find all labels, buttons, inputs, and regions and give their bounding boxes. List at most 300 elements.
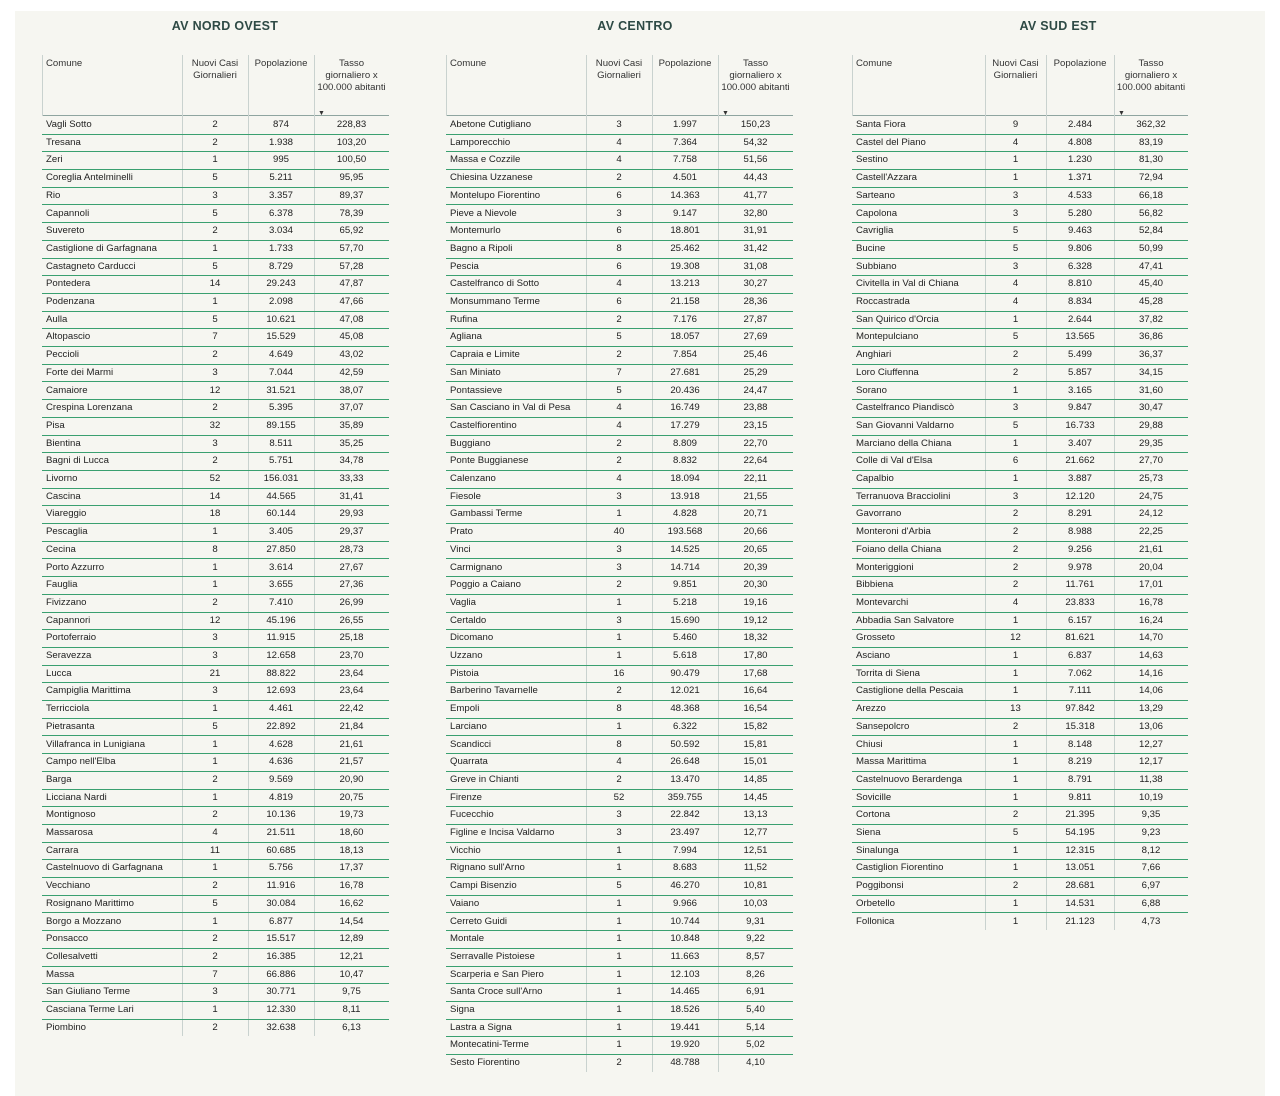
cell-popolazione: 7.044 [268,366,293,378]
table-row[interactable] [42,399,389,418]
table-row[interactable] [42,364,389,383]
cell-nuovi-casi: 6 [616,189,622,201]
cell-tasso: 14,45 [743,791,768,803]
table-row[interactable] [42,205,389,224]
cell-popolazione: 13.213 [670,278,700,290]
cell-popolazione: 156.031 [263,473,299,484]
table-row[interactable] [446,523,793,542]
cell-popolazione: 22.842 [670,809,700,821]
sort-desc-icon[interactable]: ▼ [318,110,325,117]
table-row[interactable] [42,222,389,241]
cell-nuovi-casi: 1 [212,296,218,307]
table-row[interactable] [446,1054,793,1072]
table-row[interactable] [446,576,793,595]
table-row[interactable] [852,789,1188,808]
cell-popolazione: 90.479 [670,667,700,679]
table-row[interactable] [446,240,793,259]
table-row[interactable] [852,594,1188,613]
cell-popolazione: 8.219 [1067,756,1092,768]
table-row[interactable] [42,382,389,401]
table-row[interactable] [42,311,389,330]
table-row[interactable] [852,842,1188,861]
table-row[interactable] [446,328,793,347]
cell-popolazione: 21.123 [1065,915,1095,927]
cell-tasso: 26,99 [339,596,364,608]
table-row[interactable] [852,877,1188,896]
cell-popolazione: 5.395 [268,402,293,414]
cell-popolazione: 44.565 [266,490,296,502]
cell-tasso: 362,32 [1136,119,1166,130]
cell-tasso: 20,75 [339,791,364,803]
table-row[interactable] [42,665,389,684]
cell-tasso: 95,95 [339,172,364,184]
cell-tasso: 12,21 [339,950,364,962]
table-row[interactable] [42,824,389,843]
cell-tasso: 14,70 [1138,632,1163,644]
table-row[interactable] [446,151,793,170]
cell-nuovi-casi: 1 [1012,667,1019,679]
cell-tasso: 9,35 [1141,809,1161,821]
table-row[interactable] [852,541,1188,560]
table-row[interactable] [446,399,793,418]
cell-popolazione: 3.405 [268,526,293,538]
table-row[interactable] [852,382,1188,401]
table-row[interactable] [446,222,793,241]
table-row[interactable] [852,275,1188,294]
table-row[interactable] [446,594,793,613]
cell-tasso: 17,01 [1138,579,1163,591]
table-row[interactable] [42,594,389,613]
table-row[interactable] [446,417,793,436]
cell-nuovi-casi: 4 [1012,136,1019,148]
area-title: AV NORD OVEST [171,19,279,33]
table-row[interactable] [42,859,389,878]
table-row[interactable] [446,682,793,701]
table-row[interactable] [852,205,1188,224]
cell-popolazione: 13.565 [1065,331,1095,343]
cell-comune: Barberino Tavarnelle [450,685,538,697]
cell-popolazione: 19.441 [670,1021,700,1033]
cell-comune: Castiglion Fiorentino [856,862,944,874]
table-row[interactable] [446,169,793,188]
table-row[interactable] [446,842,793,861]
cell-tasso: 28,36 [743,296,768,307]
cell-nuovi-casi: 1 [1012,773,1019,785]
table-row[interactable] [42,895,389,914]
table-row[interactable] [446,859,793,878]
table-row[interactable] [42,1019,389,1037]
table-row[interactable] [446,983,793,1002]
cell-comune: Bibbiena [856,579,894,591]
table-row[interactable] [42,966,389,985]
table-row[interactable] [852,612,1188,631]
cell-comune: Scarperia e San Piero [450,968,544,980]
cell-tasso: 30,47 [1138,402,1163,414]
cell-popolazione: 6.877 [268,915,293,927]
cell-popolazione: 21.511 [266,827,296,838]
table-row[interactable] [852,559,1188,578]
cell-comune: Rosignano Marittimo [46,897,134,909]
table-row[interactable] [852,576,1188,595]
cell-popolazione: 45.196 [266,614,296,626]
table-row[interactable] [852,647,1188,666]
header-nuovi-casi[interactable]: Nuovi Casi Giornalieri [191,58,239,81]
cell-tasso: 150,23 [740,119,771,130]
table-row[interactable] [852,523,1188,542]
table-row[interactable] [446,382,793,401]
table-row[interactable] [42,505,389,524]
table-row[interactable] [446,736,793,755]
table-row[interactable] [446,1036,793,1055]
cell-comune: Vaiano [450,897,480,909]
cell-nuovi-casi: 5 [616,331,622,343]
cell-tasso: 45,08 [339,331,364,343]
cell-comune: Prato [450,526,473,538]
table-row[interactable] [42,488,389,507]
cell-tasso: 20,90 [339,773,364,785]
cell-nuovi-casi: 2 [1012,526,1019,538]
table-row[interactable] [42,169,389,188]
table-row[interactable] [42,877,389,896]
cell-popolazione: 8.148 [1067,738,1092,750]
table-row[interactable] [446,913,793,932]
table-row[interactable] [446,665,793,684]
cell-comune: Sinalunga [856,844,899,856]
table-row[interactable] [852,824,1188,843]
cell-tasso: 44,43 [743,172,768,184]
table-row[interactable] [42,736,389,755]
table-row[interactable] [42,948,389,967]
cell-tasso: 6,13 [342,1021,361,1033]
table-row[interactable] [446,346,793,365]
table-row[interactable] [852,700,1188,719]
cell-tasso: 27,69 [743,331,768,343]
cell-tasso: 32,80 [743,207,768,219]
table-row[interactable] [42,1001,389,1020]
cell-popolazione: 16.749 [670,402,700,414]
header-comune[interactable]: Comune [46,58,83,69]
table-row[interactable] [446,718,793,737]
table-row[interactable] [852,364,1188,383]
cell-popolazione: 9.147 [672,207,697,219]
cell-nuovi-casi: 5 [1012,331,1019,343]
cell-nuovi-casi: 8 [616,738,622,750]
table-row[interactable] [42,789,389,808]
table-row[interactable] [42,470,389,489]
table-row[interactable] [446,470,793,489]
cell-popolazione: 4.461 [268,703,293,715]
cell-comune: Villafranca in Lunigiana [46,738,146,750]
cell-nuovi-casi: 14 [209,278,221,290]
table-row[interactable] [852,470,1188,489]
table-row[interactable] [42,452,389,471]
table-row[interactable] [446,116,793,135]
cell-popolazione: 7.364 [672,136,697,148]
table-row[interactable] [42,258,389,277]
table-row[interactable] [42,842,389,861]
table-row[interactable] [42,647,389,666]
cell-popolazione: 15.690 [670,614,700,626]
cell-comune: Dicomano [450,632,494,644]
cell-tasso: 18,32 [743,632,768,644]
cell-comune: Firenze [450,791,482,803]
table-row[interactable] [446,435,793,454]
table-row[interactable] [852,293,1188,312]
table-row[interactable] [852,116,1188,135]
table-row[interactable] [446,488,793,507]
table-row[interactable] [852,629,1188,648]
cell-nuovi-casi: 2 [616,172,622,184]
table-row[interactable] [852,505,1188,524]
table-row[interactable] [446,187,793,206]
sort-desc-icon[interactable]: ▼ [1118,110,1125,117]
table-row[interactable] [42,116,389,135]
cell-comune: Asciano [856,650,891,661]
table-row[interactable] [446,205,793,224]
table-row[interactable] [446,1001,793,1020]
cell-popolazione: 14.531 [1065,897,1095,909]
table-row[interactable] [42,134,389,153]
header-tasso[interactable]: Tasso giornaliero x 100.000 abitanti [317,58,386,93]
cell-comune: Pietrasanta [46,720,95,732]
cell-comune: Figline e Incisa Valdarno [450,827,555,838]
table-row[interactable] [852,328,1188,347]
table-row[interactable] [446,806,793,825]
table-row[interactable] [446,771,793,790]
cell-comune: Podenzana [46,296,95,307]
table-row[interactable] [42,435,389,454]
table-row[interactable] [42,612,389,631]
table-row[interactable] [446,1019,793,1038]
table-row[interactable] [852,151,1188,170]
table-row[interactable] [852,859,1188,878]
cell-tasso: 21,84 [339,720,364,732]
table-row[interactable] [42,753,389,772]
cell-comune: Sestino [856,154,888,166]
table-row[interactable] [852,134,1188,153]
cell-popolazione: 7.994 [672,844,697,856]
table-row[interactable] [446,966,793,985]
table-row[interactable] [42,682,389,701]
header-tasso[interactable]: Tasso giornaliero x 100.000 abitanti [1116,58,1186,93]
cell-comune: Pistoia [450,667,479,679]
cell-nuovi-casi: 12 [209,384,221,396]
table-row[interactable] [852,753,1188,772]
cell-popolazione: 5.280 [1067,207,1092,219]
column-divider [852,55,853,116]
table-row[interactable] [446,134,793,153]
cell-nuovi-casi: 2 [1012,809,1019,821]
cell-nuovi-casi: 1 [616,1039,622,1051]
table-row[interactable] [42,346,389,365]
table-row[interactable] [42,293,389,312]
cell-nuovi-casi: 2 [1012,561,1019,573]
cell-comune: Marciano della Chiana [856,437,952,449]
cell-nuovi-casi: 3 [616,809,622,821]
table-row[interactable] [42,913,389,932]
cell-nuovi-casi: 3 [212,685,218,697]
cell-tasso: 21,57 [339,756,364,768]
cell-nuovi-casi: 2 [1012,349,1019,361]
table-row[interactable] [446,452,793,471]
header-nuovi-casi[interactable]: Nuovi Casi Giornalieri [595,58,643,81]
table-row[interactable] [42,151,389,170]
cell-nuovi-casi: 5 [212,260,218,272]
cell-comune: Roccastrada [856,296,910,307]
table-row[interactable] [852,771,1188,790]
table-row[interactable] [852,682,1188,701]
table-row[interactable] [446,364,793,383]
table-row[interactable] [446,824,793,843]
cell-nuovi-casi: 5 [616,384,622,396]
table-row[interactable] [446,930,793,949]
cell-nuovi-casi: 9 [1012,119,1019,130]
table-row[interactable] [42,576,389,595]
table-row[interactable] [42,806,389,825]
cell-comune: Camaiore [46,384,88,396]
cell-tasso: 35,25 [339,437,364,449]
table-row[interactable] [446,629,793,648]
cell-nuovi-casi: 2 [212,773,218,785]
table-row[interactable] [446,753,793,772]
cell-popolazione: 81.621 [1065,632,1095,644]
table-row[interactable] [446,505,793,524]
header-tasso[interactable]: Tasso giornaliero x 100.000 abitanti [721,58,790,93]
table-row[interactable] [42,328,389,347]
cell-tasso: 72,94 [1138,172,1163,184]
table-row[interactable] [446,895,793,914]
cell-nuovi-casi: 1 [616,508,622,520]
cell-comune: Massa Marittima [856,756,927,768]
table-row[interactable] [42,930,389,949]
header-comune[interactable]: Comune [450,58,487,69]
cell-popolazione: 12.021 [670,685,700,697]
table-row[interactable] [446,293,793,312]
cell-comune: Campi Bisenzio [450,880,517,892]
cell-tasso: 4,73 [1141,915,1161,927]
cell-tasso: 47,41 [1138,260,1163,272]
table-row[interactable] [852,488,1188,507]
cell-nuovi-casi: 1 [616,950,622,962]
cell-nuovi-casi: 2 [212,933,218,945]
table-row[interactable] [852,895,1188,914]
cell-comune: Vagli Sotto [46,119,92,130]
table-row[interactable] [446,612,793,631]
cell-tasso: 30,27 [743,278,768,290]
table-row[interactable] [42,559,389,578]
cell-tasso: 37,82 [1138,313,1163,325]
table-row[interactable] [852,187,1188,206]
table-row[interactable] [446,647,793,666]
cell-tasso: 11,52 [743,862,768,874]
table-row[interactable] [852,665,1188,684]
table-row[interactable] [42,240,389,259]
cell-comune: Poggibonsi [856,880,904,892]
header-nuovi-casi[interactable]: Nuovi Casi Giornalieri [992,58,1039,81]
table-row[interactable] [42,718,389,737]
cell-tasso: 66,18 [1138,189,1163,201]
table-row[interactable] [446,541,793,560]
cell-tasso: 78,39 [339,207,364,219]
table-row[interactable] [852,718,1188,737]
cell-popolazione: 2.098 [268,296,293,307]
table-row[interactable] [852,417,1188,436]
cell-popolazione: 3.614 [268,561,293,573]
cell-tasso: 18,13 [339,844,364,856]
table-row[interactable] [446,275,793,294]
table-row[interactable] [42,983,389,1002]
header-popolazione[interactable]: Popolazione [1053,58,1107,69]
table-row[interactable] [446,258,793,277]
cell-comune: Vecchiano [46,880,91,892]
table-row[interactable] [42,541,389,560]
table-row[interactable] [42,771,389,790]
table-row[interactable] [42,523,389,542]
table-row[interactable] [42,275,389,294]
cell-popolazione: 1.938 [268,136,293,148]
cell-nuovi-casi: 5 [1012,225,1019,237]
cell-comune: Rio [46,189,61,201]
header-popolazione[interactable]: Popolazione [254,58,308,69]
cell-popolazione: 14.465 [670,986,700,998]
table-row[interactable] [446,877,793,896]
table-row[interactable] [446,948,793,967]
cell-nuovi-casi: 2 [212,349,218,361]
table-row[interactable] [446,789,793,808]
cell-comune: Abetone Cutigliano [450,119,532,130]
table-row[interactable] [852,806,1188,825]
cell-popolazione: 46.270 [670,880,700,892]
cell-nuovi-casi: 3 [212,437,218,449]
table-row[interactable] [446,700,793,719]
header-comune[interactable]: Comune [856,58,893,69]
cell-popolazione: 7.111 [1068,685,1092,697]
table-row[interactable] [852,346,1188,365]
table-row[interactable] [852,240,1188,259]
table-row[interactable] [852,311,1188,330]
cell-popolazione: 193.568 [667,526,703,538]
cell-comune: Subbiano [856,260,897,272]
table-row[interactable] [42,629,389,648]
table-row[interactable] [42,417,389,436]
cell-comune: Livorno [46,473,78,484]
table-row[interactable] [42,700,389,719]
table-row[interactable] [852,258,1188,277]
cell-nuovi-casi: 3 [1012,189,1019,201]
table-row[interactable] [852,452,1188,471]
cell-nuovi-casi: 1 [212,561,218,573]
sort-desc-icon[interactable]: ▼ [722,110,729,117]
table-row[interactable] [852,169,1188,188]
table-row[interactable] [42,187,389,206]
cell-comune: Carmignano [450,561,503,573]
cell-nuovi-casi: 1 [212,791,218,803]
cell-tasso: 57,70 [339,242,364,254]
table-row[interactable] [852,736,1188,755]
table-row[interactable] [446,311,793,330]
table-row[interactable] [446,559,793,578]
table-row[interactable] [852,222,1188,241]
cell-comune: Greve in Chianti [450,773,519,785]
header-popolazione[interactable]: Popolazione [658,58,712,69]
cell-nuovi-casi: 1 [1012,172,1019,184]
table-row[interactable] [852,399,1188,418]
cell-nuovi-casi: 7 [212,968,218,980]
cell-comune: Seravezza [46,650,92,661]
table-row[interactable] [852,913,1188,931]
cell-popolazione: 11.663 [670,950,700,962]
table-row[interactable] [852,435,1188,454]
